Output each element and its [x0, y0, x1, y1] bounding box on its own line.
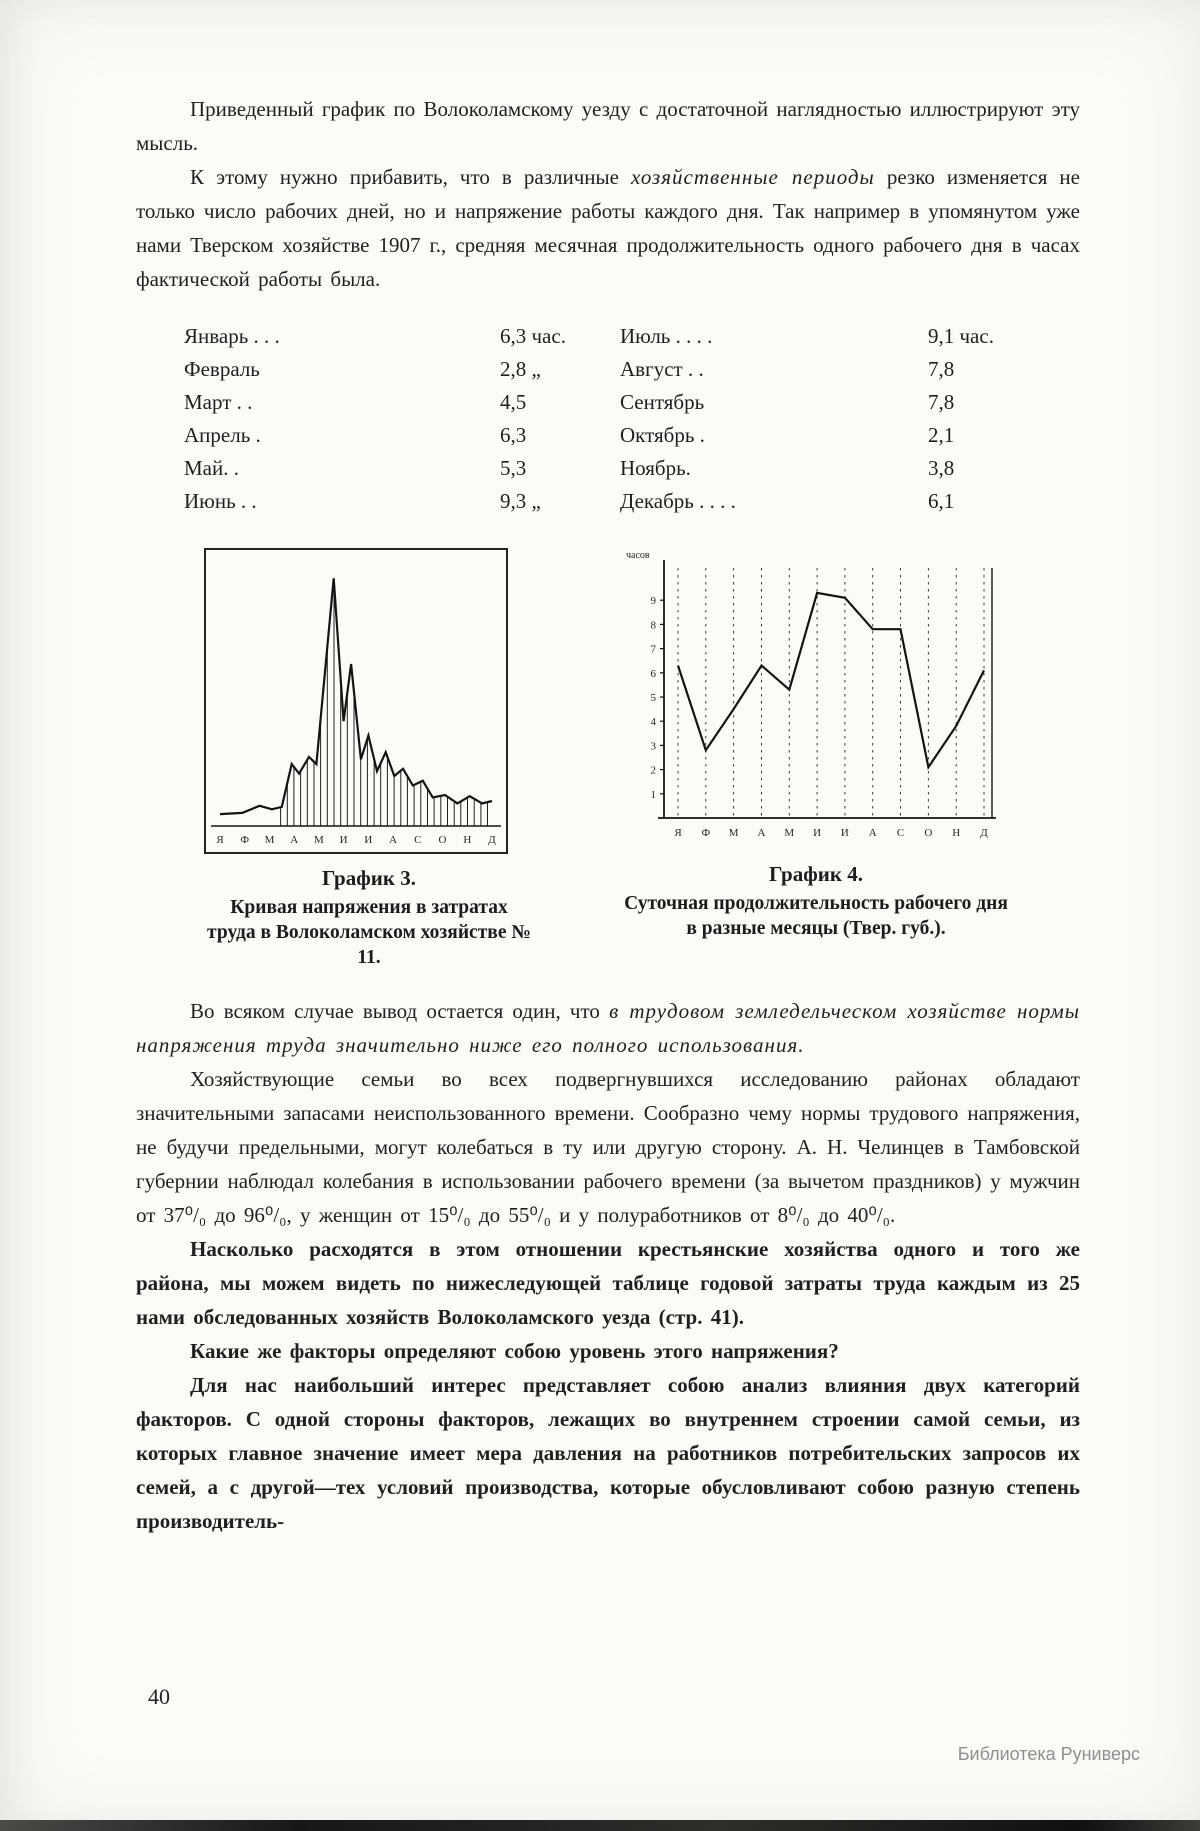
svg-text:5: 5: [650, 692, 656, 704]
svg-text:Ф: Ф: [240, 834, 250, 846]
svg-text:А: А: [290, 834, 299, 846]
page-number: 40: [148, 1684, 170, 1709]
monthly-hours-table: [184, 320, 1080, 518]
svg-text:Д: Д: [488, 834, 496, 846]
library-watermark: Библиотека Руниверс: [957, 1744, 1140, 1764]
figure-4-caption: Суточная продолжительность рабочего дня в разные месяцы (Твер. губ.).: [624, 893, 1008, 939]
figures-row: [136, 548, 1080, 970]
svg-text:О: О: [438, 834, 447, 846]
paragraph-volokolamsk-text: Насколько расходятся в этом отношении крестьянские хозяйства одного и того же района, мы можем видеть по нижеследующей таблице годовой затраты труда каждым из 25 нами обследованных хозяйств Волоколамского уезда (стр. 41).: [136, 1237, 1080, 1329]
svg-text:И: И: [813, 827, 822, 839]
svg-text:С: С: [896, 827, 905, 839]
hours-row: [184, 419, 1080, 452]
paragraph-question-text: Какие же факторы определяют собою уровень этого напряжения?: [190, 1339, 839, 1363]
svg-text:М: М: [728, 827, 739, 839]
svg-text:О: О: [924, 827, 933, 839]
paragraph-conclusion-text: Во всяком случае вывод остается один, что: [190, 999, 610, 1023]
month-cell: Сентябрь: [620, 390, 705, 414]
svg-text:6: 6: [650, 667, 656, 680]
paragraph-chelintsev: [136, 1062, 1080, 1232]
month-cell: Декабрь . . . .: [620, 489, 736, 513]
svg-text:4: 4: [650, 716, 656, 729]
svg-text:М: М: [314, 834, 324, 846]
svg-text:8: 8: [650, 619, 656, 632]
scan-bottom-edge: [0, 1820, 1200, 1831]
month-cell: Ноябрь.: [620, 456, 691, 480]
hours-cell: 7,8: [928, 357, 955, 381]
labor-intensity-chart: [204, 548, 508, 854]
svg-text:2: 2: [650, 764, 656, 777]
content-column: [136, 92, 1080, 1538]
svg-text:И: И: [364, 834, 373, 846]
hours-row: [184, 353, 1080, 386]
month-cell: Август . .: [620, 357, 704, 381]
paragraph-factors-text: Для нас наибольший интерес представляет собою анализ влияния двух категорий факторов. С одной стороны факторов, лежащих во внутреннем строении самой семьи, из которых главное значение имеет мера давления на работников потребительских запросов их семей, а с другой—тех условий производства, которые обусловливают собою разную степень производитель-: [136, 1373, 1080, 1533]
svg-text:Н: Н: [463, 834, 472, 846]
emphasis-economic-periods: хозяйственные периоды: [631, 165, 875, 189]
hours-row: [184, 320, 1080, 353]
hours-cell: 2,1: [928, 423, 955, 447]
hours-row: [184, 452, 1080, 485]
svg-text:И: И: [840, 827, 849, 839]
svg-text:А: А: [868, 827, 877, 839]
hours-cell: 6,3 час.: [500, 324, 566, 348]
figure-grafik-3: [204, 548, 534, 970]
svg-text:С: С: [414, 834, 422, 846]
month-cell: Март . .: [184, 390, 253, 414]
hours-cell: 9,3 „: [500, 489, 541, 513]
paragraph-factors: [136, 1368, 1080, 1538]
svg-text:М: М: [784, 827, 795, 839]
paragraph-periods: [136, 160, 1080, 296]
svg-text:И: И: [339, 834, 348, 846]
paragraph-conclusion: [136, 994, 1080, 1062]
svg-text:А: А: [389, 834, 398, 846]
figure-4-title: График 4.: [769, 862, 863, 886]
figure-grafik-4: [620, 548, 1012, 941]
emphasis-conclusion: в трудовом земледельческом хозяйстве нормы напряжения труда значительно ниже его полного использования.: [136, 999, 1080, 1057]
hours-row: [184, 485, 1080, 518]
month-cell: Июль . . . .: [620, 324, 713, 348]
figure-3-caption: Кривая напряжения в затратах труда в Волоколамском хозяйстве № 11.: [207, 897, 531, 968]
hours-row: [184, 386, 1080, 419]
paragraph-periods-text-b: резко изменяется не только число рабочих дней, но и напряжение работы каждого дня. Так например в упомянутом уже нами Тверском хозяйстве 1907 г., средняя месячная продолжительность одного рабочего дня в часах фактической работы была.: [136, 165, 1080, 291]
month-cell: Январь . . .: [184, 324, 280, 348]
svg-text:3: 3: [650, 740, 656, 753]
svg-text:Я: Я: [674, 827, 682, 839]
month-cell: Октябрь .: [620, 423, 705, 447]
svg-text:9: 9: [650, 595, 656, 608]
hours-cell: 5,3: [500, 456, 527, 480]
hours-cell: 4,5: [500, 390, 527, 414]
paragraph-periods-text-a: К этому нужно прибавить, что в различные: [190, 165, 632, 189]
month-cell: Май. .: [184, 456, 239, 480]
hours-cell: 3,8: [928, 456, 955, 480]
hours-cell: 2,8 „: [500, 357, 541, 381]
month-cell: Июнь . .: [184, 489, 257, 513]
daily-hours-chart: [620, 548, 1010, 850]
svg-text:1: 1: [650, 788, 656, 801]
svg-text:Д: Д: [980, 827, 988, 839]
paragraph-chelintsev-text: Хозяйствующие семьи во всех подвергнувшихся исследованию районах обладают значительными запасами неиспользованного времени. Сообразно чему нормы трудового напряжения, не будучи предельными, могут колебаться в ту или другую сторону. А. Н. Челинцев в Тамбовской губернии наблюдал колебания в использовании рабочего времени (за вычетом праздников) у мужчин от 37⁰/₀ до 96⁰/₀, у женщин от 15⁰/₀ до 55⁰/₀ и у полуработников от 8⁰/₀ до 40⁰/₀.: [136, 1067, 1080, 1227]
paragraph-volokolamsk: [136, 1232, 1080, 1334]
svg-text:А: А: [757, 827, 766, 839]
svg-text:Ф: Ф: [701, 827, 711, 839]
svg-text:часов: часов: [626, 550, 650, 561]
month-cell: Февраль: [184, 357, 260, 381]
svg-text:7: 7: [650, 643, 656, 656]
hours-cell: 6,1: [928, 489, 955, 513]
figure-3-title: График 3.: [322, 866, 416, 890]
paragraph-question: [136, 1334, 1080, 1368]
paragraph-intro: [136, 92, 1080, 160]
hours-cell: 6,3: [500, 423, 527, 447]
hours-cell: 7,8: [928, 390, 955, 414]
svg-text:М: М: [264, 834, 275, 846]
hours-cell: 9,1 час.: [928, 324, 994, 348]
svg-text:Я: Я: [216, 834, 224, 846]
svg-text:Н: Н: [952, 827, 961, 839]
paragraph-intro-text: Приведенный график по Волоколамскому уезду с достаточной наглядностью иллюстрируют эту мысль.: [136, 97, 1080, 155]
month-cell: Апрель .: [184, 423, 261, 447]
